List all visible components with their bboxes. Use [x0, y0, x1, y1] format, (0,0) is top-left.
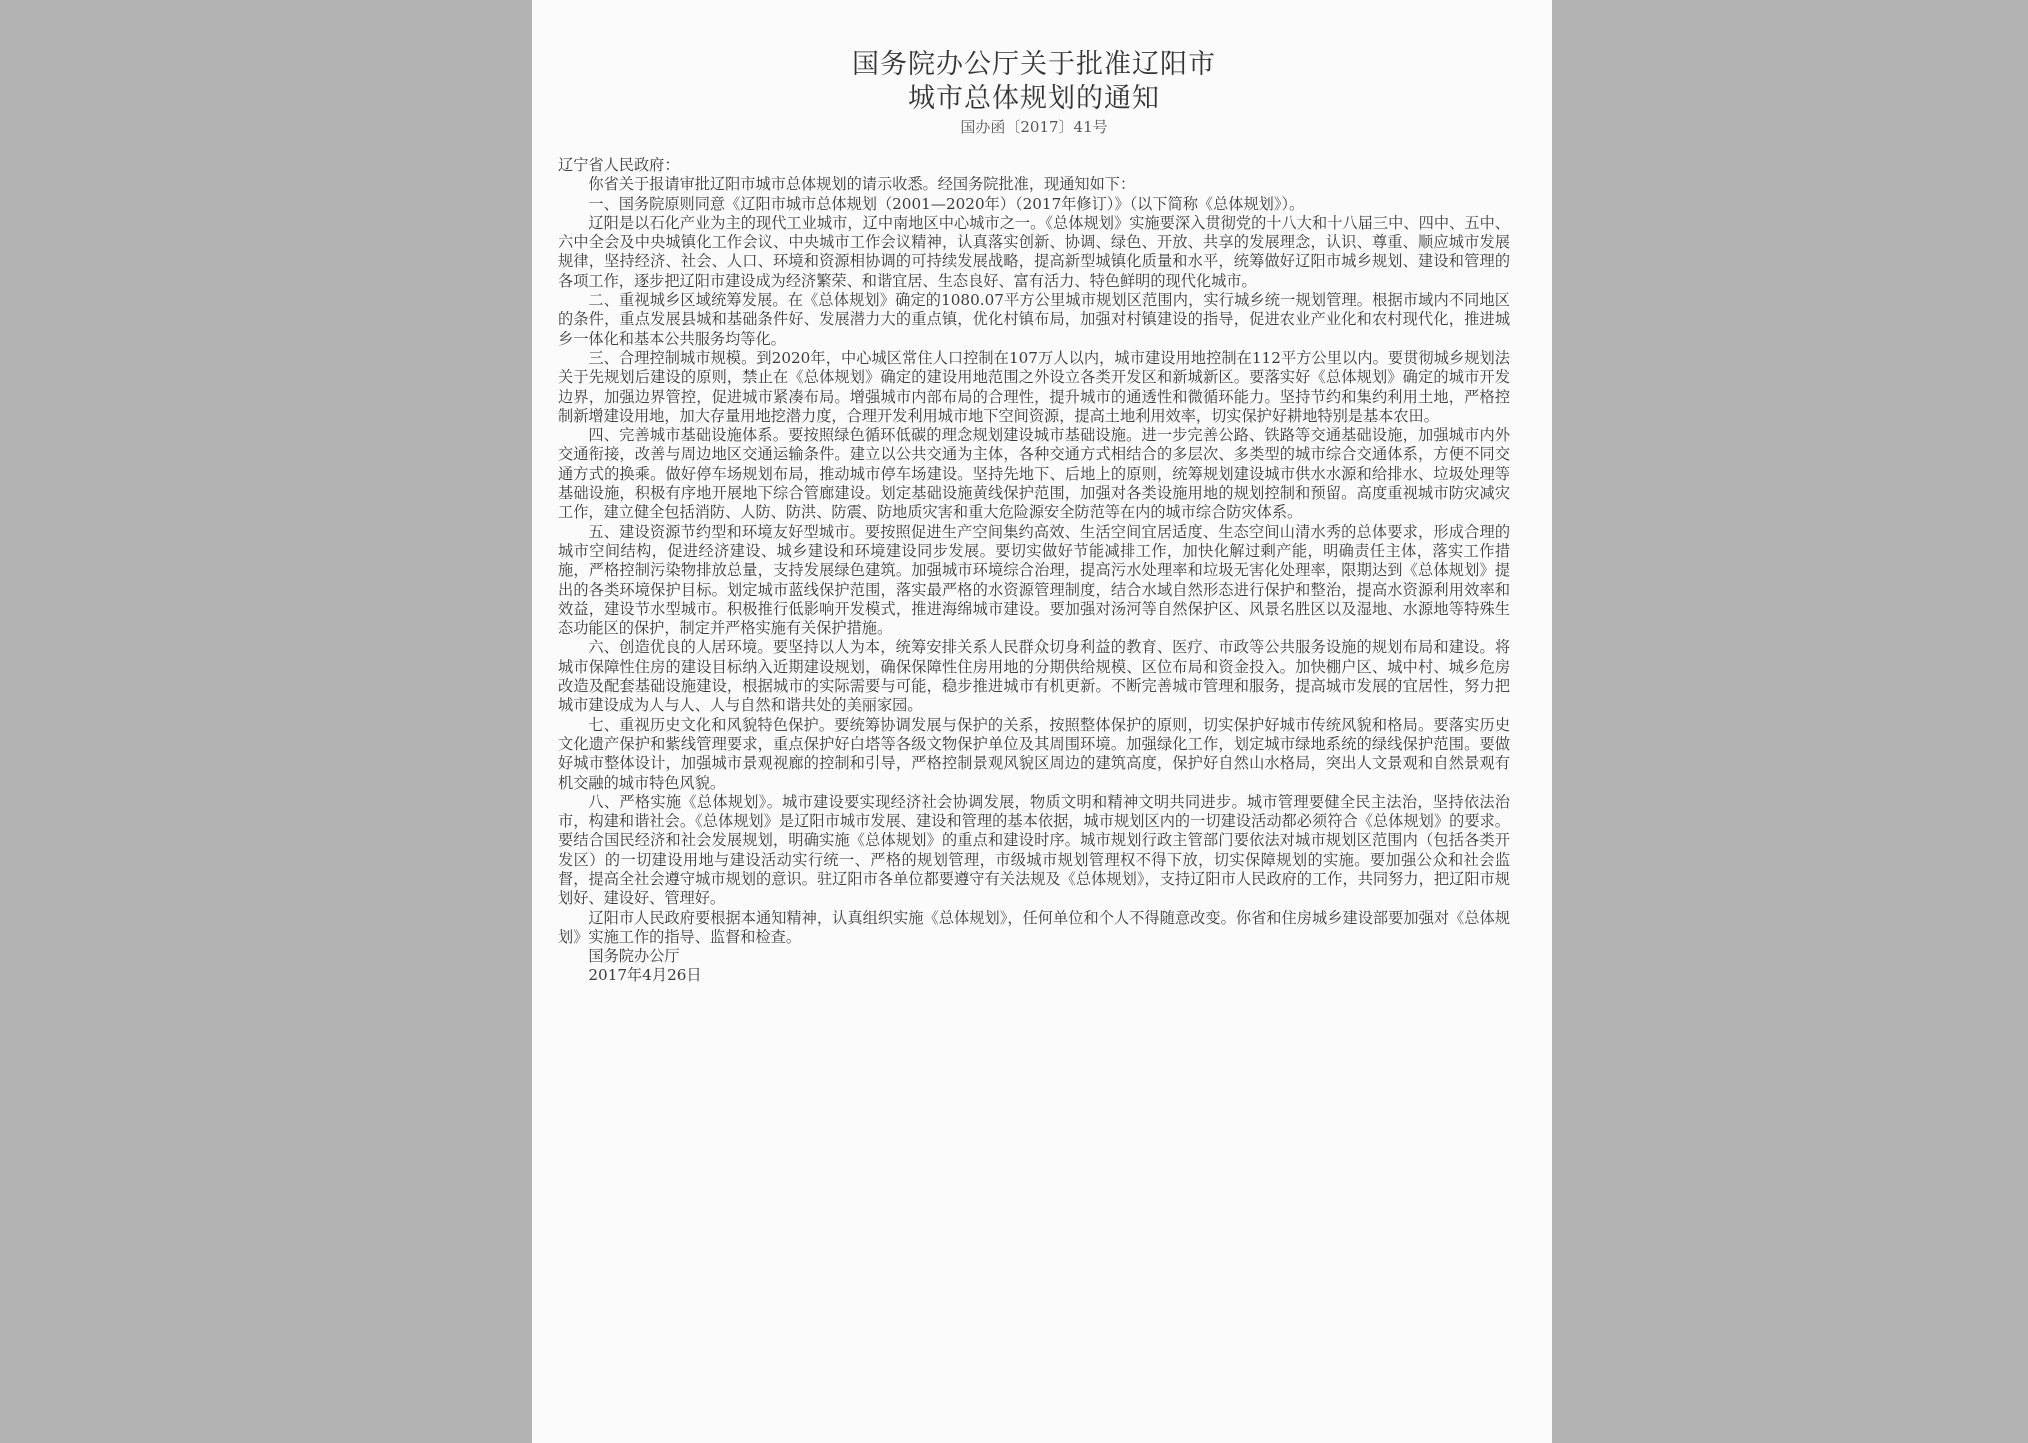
title-line-2: 城市总体规划的通知: [908, 83, 1160, 114]
paragraph: 三、合理控制城市规模。到2020年，中心城区常住人口控制在107万人以内，城市建设用地控制在112平方公里以内。要贯彻城乡规划法关于先规划后建设的原则，禁止在《总体规划》确定的建设用地范围之外设立各类开发区和新城新区。要落实好《总体规划》确定的城市开发边界，加强边界管控，促进城市紧凑布局。增强城市内部布局的合理性，提升城市的通透性和微循环能力。坚持节约和集约利用土地，严格控制新增建设用地，加大存量用地挖潜力度，合理开发利用城市地下空间资源，提高土地利用效率，切实保护好耕地特别是基本农田。: [558, 348, 1510, 425]
title-line-1: 国务院办公厅关于批准辽阳市: [852, 49, 1216, 80]
document-page: [532, 0, 1552, 1443]
issuer: 国务院办公厅: [588, 947, 680, 966]
document-body: [558, 156, 1510, 947]
document-number: 国办函〔2017〕41号: [960, 118, 1108, 136]
paragraph: 四、完善城市基础设施体系。要按照绿色循环低碳的理念规划建设城市基础设施。进一步完善公路、铁路等交通基础设施，加强城市内外交通衔接，改善与周边地区交通运输条件。建立以公共交通为主体，各种交通方式相结合的多层次、多类型的城市综合交通体系，方便不同交通方式的换乘。做好停车场规划布局，推动城市停车场建设。坚持先地下、后地上的原则，统筹规划建设城市供水水源和给排水、垃圾处理等基础设施，积极有序地开展地下综合管廊建设。划定基础设施黄线保护范围，加强对各类设施用地的规划控制和预留。高度重视城市防灾减灾工作，建立健全包括消防、人防、防洪、防震、防地质灾害和重大危险源安全防范等在内的城市综合防灾体系。: [558, 426, 1510, 522]
addressee: 辽宁省人民政府：: [558, 156, 680, 174]
paragraph: 辽阳市人民政府要根据本通知精神，认真组织实施《总体规划》，任何单位和个人不得随意改变。你省和住房城乡建设部要加强对《总体规划》实施工作的指导、监督和检查。: [558, 908, 1510, 946]
paragraph: 六、创造优良的人居环境。要坚持以人为本，统筹安排关系人民群众切身利益的教育、医疗、市政等公共服务设施的规划布局和建设。将城市保障性住房的建设目标纳入近期建设规划，确保保障性住房用地的分期供给规模、区位布局和资金投入。加快棚户区、城中村、城乡危房改造及配套基础设施建设，根据城市的实际需要与可能，稳步推进城市有机更新。不断完善城市管理和服务，提高城市发展的宜居性，努力把城市建设成为人与人、人与自然和谐共处的美丽家园。: [558, 638, 1510, 715]
paragraph: 七、重视历史文化和风貌特色保护。要统筹协调发展与保护的关系，按照整体保护的原则，切实保护好城市传统风貌和格局。要落实历史文化遗产保护和紫线管理要求，重点保护好白塔等各级文物保护单位及其周围环境。加强绿化工作，划定城市绿地系统的绿线保护范围。要做好城市整体设计，加强城市景观视廊的控制和引导，严格控制景观风貌区周边的建筑高度，保护好自然山水格局，突出人文景观和自然景观有机交融的城市特色风貌。: [558, 715, 1510, 792]
issue-date: 2017年4月26日: [588, 966, 702, 985]
paragraph: 你省关于报请审批辽阳市城市总体规划的请示收悉。经国务院批准，现通知如下：: [588, 175, 1136, 194]
document-title: [558, 48, 1510, 116]
paragraph: 五、建设资源节约型和环境友好型城市。要按照促进生产空间集约高效、生活空间宜居适度、生态空间山清水秀的总体要求，形成合理的城市空间结构，促进经济建设、城乡建设和环境建设同步发展。要切实做好节能减排工作，加快化解过剩产能，明确责任主体，落实工作措施，严格控制污染物排放总量，支持发展绿色建筑。加强城市环境综合治理，提高污水处理率和垃圾无害化处理率，限期达到《总体规划》提出的各类环境保护目标。划定城市蓝线保护范围，落实最严格的水资源管理制度，结合水域自然形态进行保护和整治，提高水资源利用效率和效益，建设节水型城市。积极推行低影响开发模式，推进海绵城市建设。要加强对汤河等自然保护区、风景名胜区以及湿地、水源地等特殊生态功能区的保护，制定并严格实施有关保护措施。: [558, 522, 1510, 638]
paragraph: 二、重视城乡区域统筹发展。在《总体规划》确定的1080.07平方公里城市规划区范围内，实行城乡统一规划管理。根据市域内不同地区的条件，重点发展县城和基础条件好、发展潜力大的重点镇，优化村镇布局，加强对村镇建设的指导，促进农业产业化和农村现代化，推进城乡一体化和基本公共服务均等化。: [558, 291, 1510, 348]
paragraph: 辽阳是以石化产业为主的现代工业城市，辽中南地区中心城市之一。《总体规划》实施要深入贯彻党的十八大和十八届三中、四中、五中、六中全会及中央城镇化工作会议、中央城市工作会议精神，认真落实创新、协调、绿色、开放、共享的发展理念，认识、尊重、顺应城市发展规律，坚持经济、社会、人口、环境和资源相协调的可持续发展战略，提高新型城镇化质量和水平，统筹做好辽阳市城乡规划、建设和管理的各项工作，逐步把辽阳市建设成为经济繁荣、和谐宜居、生态良好、富有活力、特色鲜明的现代化城市。: [558, 213, 1510, 290]
signoff: [558, 947, 1510, 986]
paragraph: 八、严格实施《总体规划》。城市建设要实现经济社会协调发展，物质文明和精神文明共同进步。城市管理要健全民主法治，坚持依法治市，构建和谐社会。《总体规划》是辽阳市城市发展、建设和管理的基本依据，城市规划区内的一切建设活动都必须符合《总体规划》的要求。要结合国民经济和社会发展规划，明确实施《总体规划》的重点和建设时序。城市规划行政主管部门要依法对城市规划区范围内（包括各类开发区）的一切建设用地与建设活动实行统一、严格的规划管理，市级城市规划管理权不得下放，切实保障规划的实施。要加强公众和社会监督，提高全社会遵守城市规划的意识。驻辽阳市各单位都要遵守有关法规及《总体规划》，支持辽阳市人民政府的工作，共同努力，把辽阳市规划好、建设好、管理好。: [558, 792, 1510, 908]
paragraph: 一、国务院原则同意《辽阳市城市总体规划（2001—2020年）（2017年修订）》（以下简称《总体规划》）。: [588, 194, 1305, 213]
